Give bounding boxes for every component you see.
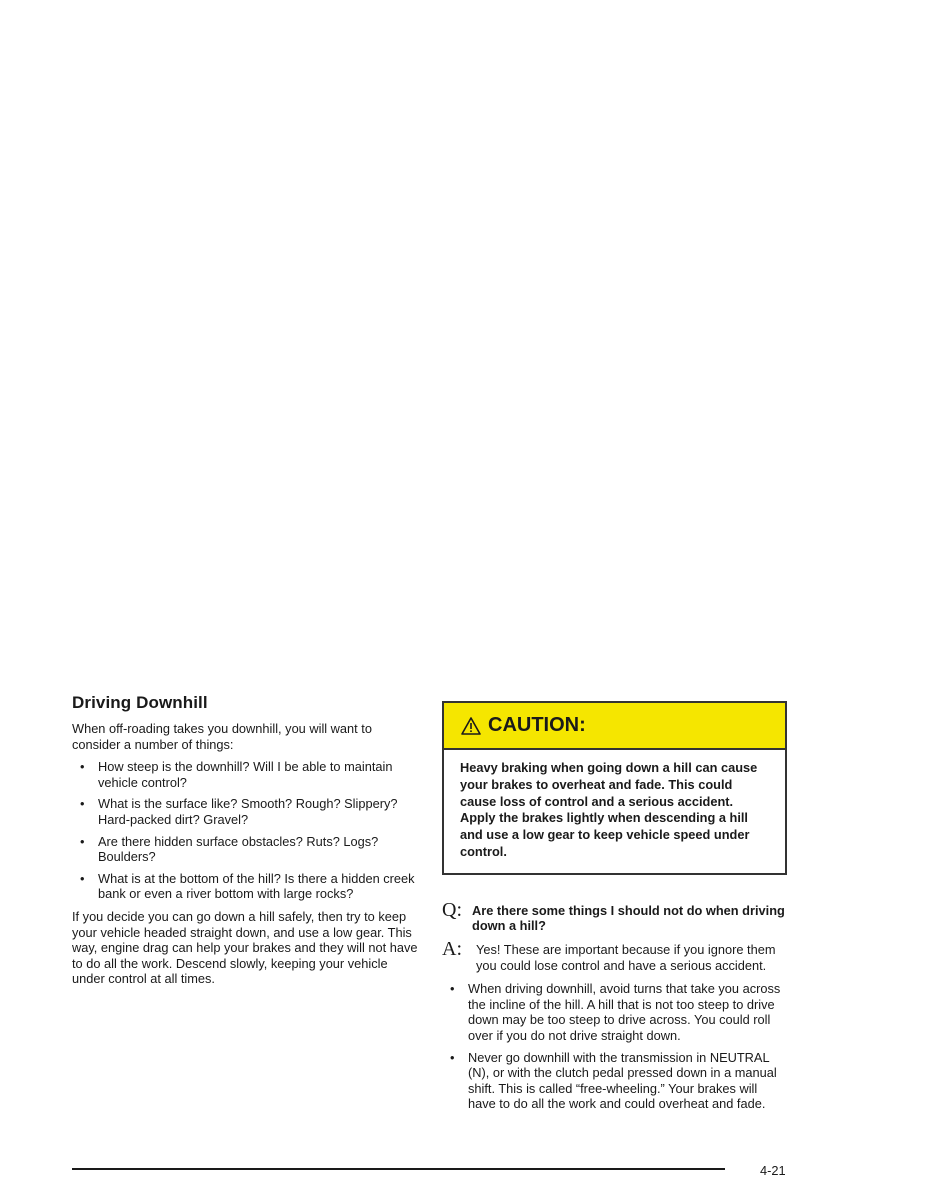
list-item: • Are there hidden surface obstacles? Ruts? Logs? Boulders? [80, 833, 379, 865]
list-item: • What is the surface like? Smooth? Rough? Slippery? Hard-packed dirt? Gravel? [80, 796, 398, 827]
qa-section [442, 898, 788, 1112]
left-column [72, 693, 422, 987]
question-row [442, 898, 788, 934]
caution-body: Heavy braking when going down a hill can cause your brakes to overheat and fade. This could cause loss of control and a serious accident. Apply the brakes lightly when descending a hill and use a low gear to keep vehicle speed under control. [460, 760, 758, 859]
answer-row [442, 937, 788, 973]
answer-text: Yes! These are important because if you ignore them you could lose control and have a serious accident. [476, 941, 776, 973]
caution-header [444, 703, 785, 750]
bullet-icon: • [450, 981, 455, 997]
list-item: • When driving downhill, avoid turns that take you across the incline of the hill. A hill that is not too steep to drive down may be too steep to drive across. You could roll over if you do not drive straight down. [450, 981, 781, 1043]
bullet-icon: • [80, 759, 85, 775]
bullet-icon: • [450, 1049, 455, 1065]
bullet-icon: • [80, 870, 85, 886]
list-item: • What is at the bottom of the hill? Is there a hidden creek bank or even a river bottom with large rocks? [80, 870, 415, 902]
considerations-list [72, 759, 422, 902]
right-column [442, 701, 788, 1119]
question-label: Q: [442, 898, 462, 921]
list-item: • How steep is the downhill? Will I be able to maintain vehicle control? [80, 759, 393, 790]
list-item: • Never go downhill with the transmission in NEUTRAL (N), or with the clutch pedal pressed down in a manual shift. This is called “free-wheeling.” Your brakes will have to do all the work and could overheat and fade. [450, 1049, 777, 1112]
closing-paragraph: If you decide you can go down a hill safely, then try to keep your vehicle headed straight down, and use a low gear. This way, engine drag can help your brakes and they will not have to do all the work. Descend slowly, keeping your vehicle under control at all times. [72, 908, 418, 987]
page-number: 4-21 [760, 1163, 786, 1178]
footer-divider [72, 1168, 725, 1170]
caution-box [442, 701, 787, 875]
answer-label: A: [442, 937, 462, 960]
section-title: Driving Downhill [72, 693, 208, 712]
question-text: Are there some things I should not do when driving down a hill? [472, 902, 785, 934]
bullet-icon: • [80, 796, 85, 812]
bullet-icon: • [80, 833, 85, 849]
caution-title: CAUTION: [488, 714, 586, 736]
warning-triangle-icon [460, 716, 482, 736]
intro-paragraph: When off-roading takes you downhill, you will want to consider a number of things: [72, 721, 372, 752]
answer-list [442, 981, 788, 1112]
